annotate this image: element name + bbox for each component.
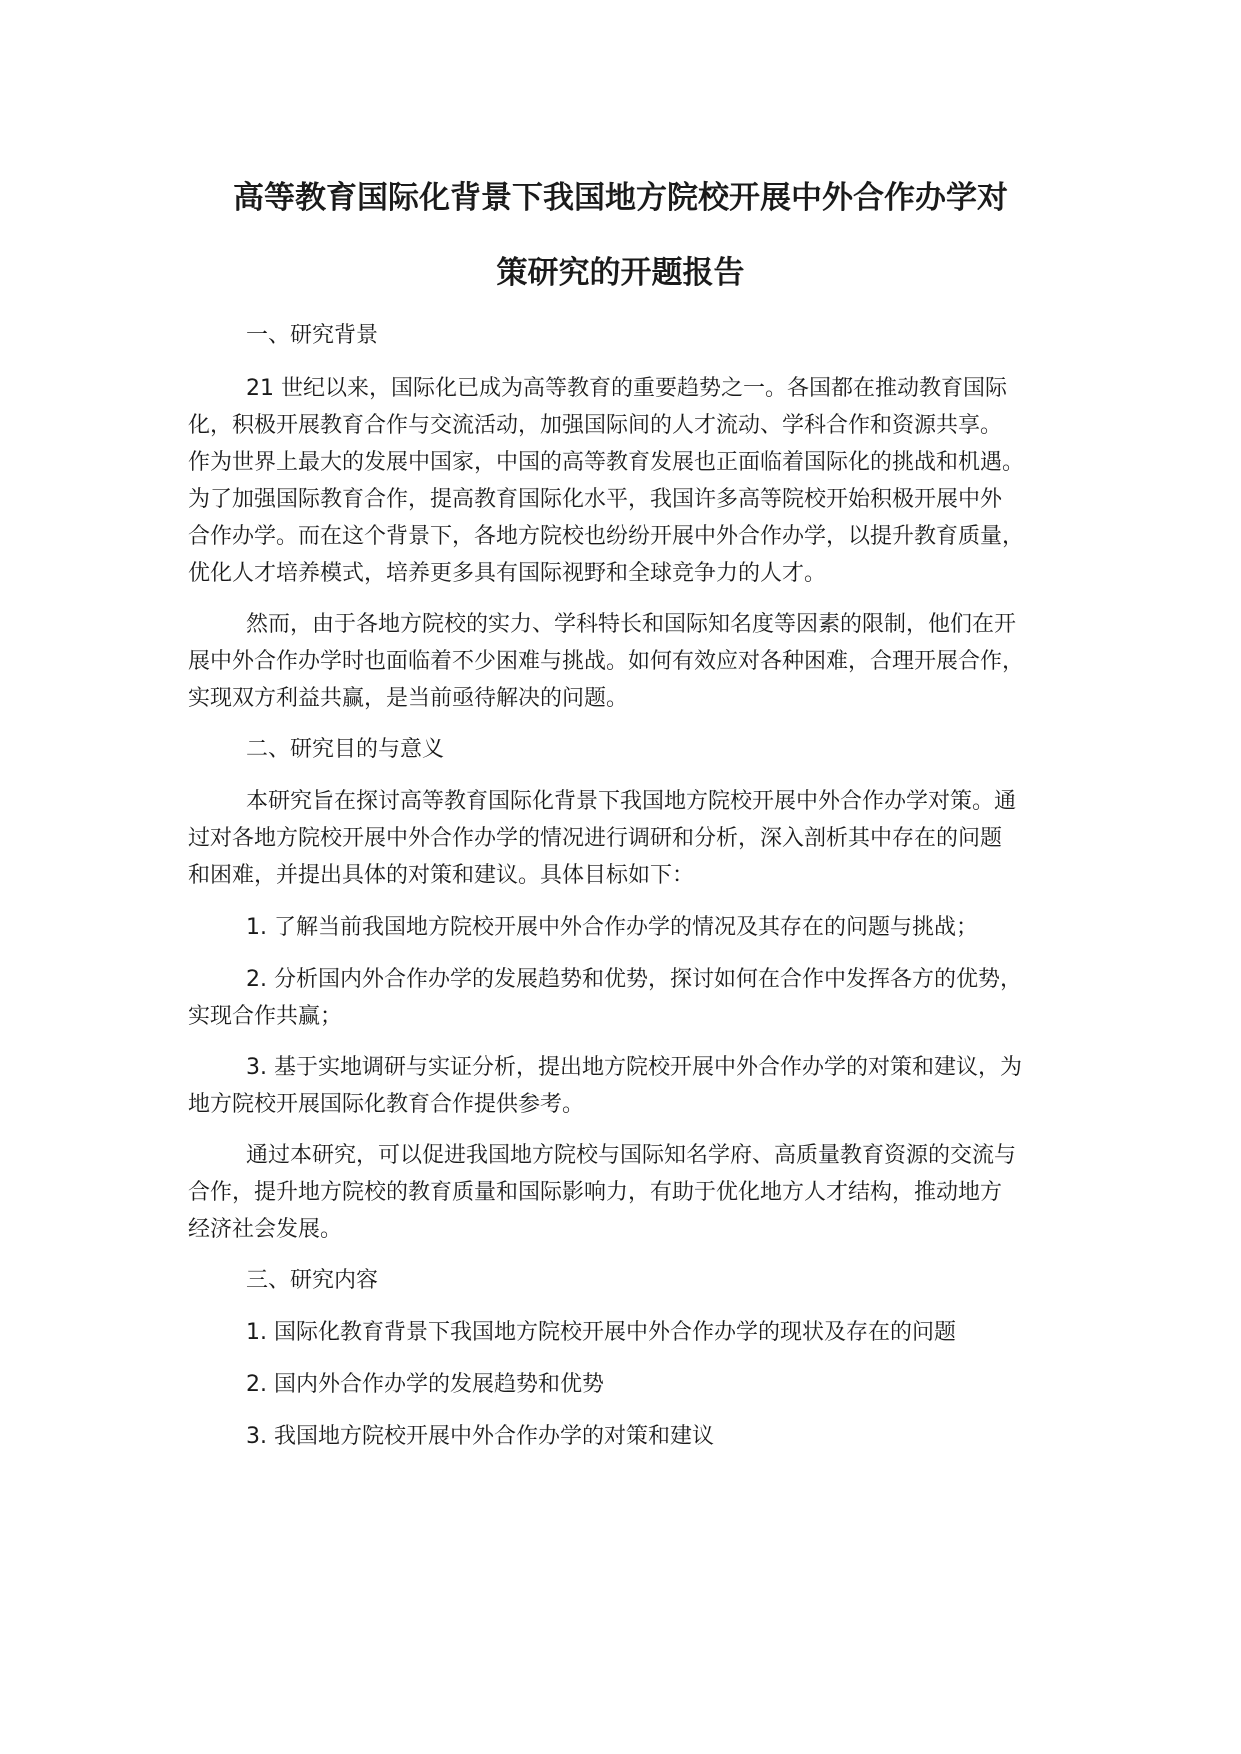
paragraph-line: 合作办学。而在这个背景下，各地方院校也纷纷开展中外合作办学，以提升教育质量，	[188, 524, 1025, 549]
paragraph-line: 通过本研究，可以促进我国地方院校与国际知名学府、高质量教育资源的交流与	[246, 1143, 1017, 1168]
paragraph-line: 本研究旨在探讨高等教育国际化背景下我国地方院校开展中外合作办学对策。通	[246, 789, 1017, 814]
content-item: 1. 国际化教育背景下我国地方院校开展中外合作办学的现状及存在的问题	[246, 1320, 956, 1345]
paragraph-line: 过对各地方院校开展中外合作办学的情况进行调研和分析，深入剖析其中存在的问题	[188, 826, 1003, 851]
paragraph-line: 优化人才培养模式，培养更多具有国际视野和全球竞争力的人才。	[188, 561, 827, 586]
goal-item: 3. 基于实地调研与实证分析，提出地方院校开展中外合作办学的对策和建议，为	[246, 1055, 1022, 1080]
paragraph-line: 21 世纪以来，国际化已成为高等教育的重要趋势之一。各国都在推动教育国际	[246, 376, 1007, 401]
goal-item-continuation: 地方院校开展国际化教育合作提供参考。	[188, 1092, 585, 1117]
paragraph-line: 然而，由于各地方院校的实力、学科特长和国际知名度等因素的限制，他们在开	[246, 612, 1017, 637]
paragraph-line: 合作，提升地方院校的教育质量和国际影响力，有助于优化地方人才结构，推动地方	[188, 1180, 1003, 1205]
goal-item-continuation: 实现合作共赢；	[188, 1004, 343, 1029]
section-heading-background: 一、研究背景	[246, 323, 379, 348]
paragraph-line: 为了加强国际教育合作，提高教育国际化水平，我国许多高等院校开始积极开展中外	[188, 487, 1003, 512]
goal-item: 2. 分析国内外合作办学的发展趋势和优势，探讨如何在合作中发挥各方的优势，	[246, 967, 1022, 992]
paragraph-line: 和困难，并提出具体的对策和建议。具体目标如下：	[188, 863, 695, 888]
document-title-line-2: 策研究的开题报告	[496, 255, 745, 291]
section-heading-content: 三、研究内容	[246, 1268, 379, 1293]
paragraph-line: 实现双方利益共赢，是当前亟待解决的问题。	[188, 686, 629, 711]
paragraph-line: 化，积极开展教育合作与交流活动，加强国际间的人才流动、学科合作和资源共享。	[188, 413, 1003, 438]
content-item: 2. 国内外合作办学的发展趋势和优势	[246, 1372, 604, 1397]
paragraph-line: 展中外合作办学时也面临着不少困难与挑战。如何有效应对各种困难，合理开展合作，	[188, 649, 1025, 674]
section-heading-purpose: 二、研究目的与意义	[246, 737, 445, 762]
paragraph-line: 经济社会发展。	[188, 1217, 343, 1242]
content-item: 3. 我国地方院校开展中外合作办学的对策和建议	[246, 1424, 714, 1449]
goal-item: 1. 了解当前我国地方院校开展中外合作办学的情况及其存在的问题与挑战；	[246, 915, 978, 940]
document-title-line-1: 高等教育国际化背景下我国地方院校开展中外合作办学对	[233, 180, 1008, 216]
paragraph-line: 作为世界上最大的发展中国家，中国的高等教育发展也正面临着国际化的挑战和机遇。	[188, 450, 1025, 475]
